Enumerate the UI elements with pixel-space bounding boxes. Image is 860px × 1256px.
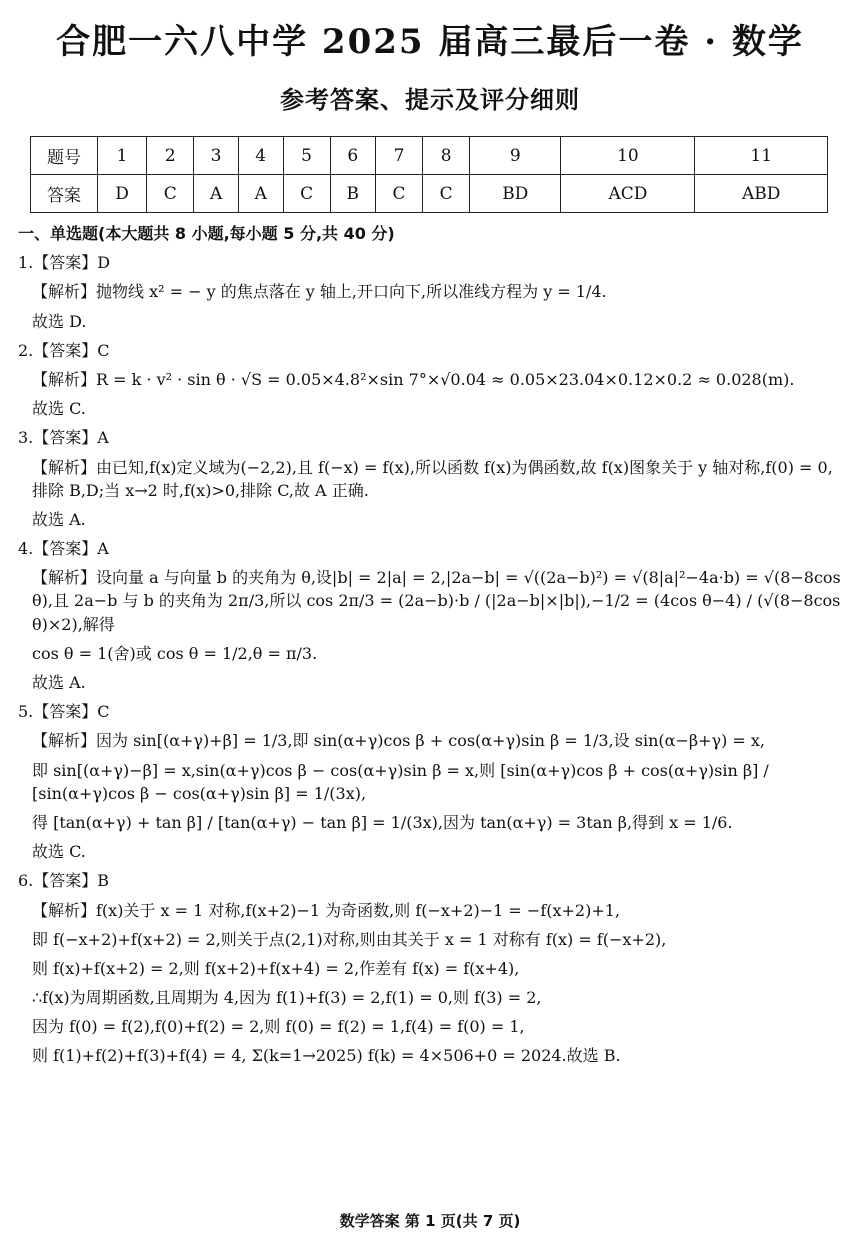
table-cell: 6 bbox=[330, 137, 375, 175]
table-cell: C bbox=[423, 175, 470, 213]
answer-table bbox=[30, 136, 828, 213]
solution-line: 得 [tan(α+γ) + tan β] / [tan(α+γ) − tan β] = 1/(3x),因为 tan(α+γ) = 3tan β,得到 x = 1/6. bbox=[32, 812, 733, 832]
table-cell: C bbox=[375, 175, 422, 213]
table-cell: C bbox=[147, 175, 194, 213]
table-cell: ABD bbox=[695, 175, 828, 213]
solution-line: 故选 A. bbox=[32, 673, 86, 692]
question-head: 4.【答案】A bbox=[18, 539, 109, 559]
table-cell: 8 bbox=[423, 137, 470, 175]
table-cell: D bbox=[98, 175, 147, 213]
table-cell: A bbox=[238, 175, 283, 213]
table-cell: 5 bbox=[283, 137, 330, 175]
solution-line: 故选 C. bbox=[32, 842, 86, 862]
page-subtitle: 参考答案、提示及评分细则 bbox=[280, 85, 580, 114]
solution-line: 【解析】设向量 a 与向量 b 的夹角为 θ,设|b| = 2|a| = 2,|2a−b| = √((2a−b)²) = √(8|a|²−4a·b) = √(8−8cos θ),且 2a−b 与 b 的夹角为 2π/3,所以 cos 2π/3 = (2a−b)·b / (|2a−b|×|b|),−1/2 = (4cos θ−4) / (√(8−8cos θ)×2),解得 bbox=[32, 568, 841, 634]
page-footer: 数学答案 第 1 页(共 7 页) bbox=[339, 1212, 521, 1230]
table-cell: 1 bbox=[98, 137, 147, 175]
solution-line: 【解析】f(x)关于 x = 1 对称,f(x+2)−1 为奇函数,则 f(−x+2)−1 = −f(x+2)+1, bbox=[32, 900, 621, 920]
solution-line: 【解析】R = k · v² · sin θ · √S = 0.05×4.8²×sin 7°×√0.04 ≈ 0.05×23.04×0.12×0.2 ≈ 0.028(m). bbox=[32, 369, 795, 389]
solution-line: 则 f(x)+f(x+2) = 2,则 f(x+2)+f(x+4) = 2,作差有 f(x) = f(x+4), bbox=[32, 958, 520, 978]
solution-line: 则 f(1)+f(2)+f(3)+f(4) = 4, Σ(k=1→2025) f(k) = 4×506+0 = 2024.故选 B. bbox=[32, 1046, 621, 1066]
solution-line: 因为 f(0) = f(2),f(0)+f(2) = 2,则 f(0) = f(2) = 1,f(4) = f(0) = 1, bbox=[32, 1017, 525, 1037]
question-1 bbox=[18, 251, 844, 333]
solution-line: 故选 C. bbox=[32, 399, 86, 419]
table-cell: C bbox=[283, 175, 330, 213]
solution-line: cos θ = 1(舍)或 cos θ = 1/2,θ = π/3. bbox=[32, 643, 318, 663]
table-cell: B bbox=[330, 175, 375, 213]
question-5 bbox=[18, 700, 844, 863]
table-row-numbers bbox=[31, 137, 828, 175]
question-3 bbox=[18, 426, 844, 531]
table-cell: 2 bbox=[147, 137, 194, 175]
row-label-answer: 答案 bbox=[31, 175, 98, 213]
solution-line: 即 sin[(α+γ)−β] = x,sin(α+γ)cos β − cos(α+γ)sin β = x,则 [sin(α+γ)cos β + cos(α+γ)sin β] / [sin(α+γ)cos β − cos(α+γ)sin β] = 1/(3x), bbox=[32, 760, 769, 803]
question-head: 5.【答案】C bbox=[18, 702, 110, 722]
table-cell: 9 bbox=[470, 137, 561, 175]
question-head: 6.【答案】B bbox=[18, 871, 110, 891]
question-head: 1.【答案】D bbox=[18, 253, 111, 273]
table-cell: ACD bbox=[561, 175, 695, 213]
section-heading: 一、单选题(本大题共 8 小题,每小题 5 分,共 40 分) bbox=[18, 224, 395, 243]
table-cell: 10 bbox=[561, 137, 695, 175]
question-2 bbox=[18, 339, 844, 421]
table-cell: 4 bbox=[238, 137, 283, 175]
row-label-number: 题号 bbox=[31, 137, 98, 175]
solutions-body bbox=[18, 222, 844, 1074]
table-row-answers bbox=[31, 175, 828, 213]
solution-line: 即 f(−x+2)+f(x+2) = 2,则关于点(2,1)对称,则由其关于 x = 1 对称有 f(x) = f(−x+2), bbox=[32, 929, 667, 949]
solution-line: 【解析】抛物线 x² = − y 的焦点落在 y 轴上,开口向下,所以准线方程为 y = 1/4. bbox=[32, 282, 607, 302]
question-6 bbox=[18, 869, 844, 1067]
solution-line: 故选 D. bbox=[32, 311, 87, 331]
table-cell: BD bbox=[470, 175, 561, 213]
table-cell: A bbox=[194, 175, 239, 213]
question-4 bbox=[18, 537, 844, 694]
question-head: 2.【答案】C bbox=[18, 340, 110, 360]
table-cell: 7 bbox=[375, 137, 422, 175]
table-cell: 3 bbox=[194, 137, 239, 175]
solution-line: ∴f(x)为周期函数,且周期为 4,因为 f(1)+f(3) = 2,f(1) = 0,则 f(3) = 2, bbox=[32, 988, 542, 1008]
table-cell: 11 bbox=[695, 137, 828, 175]
question-head: 3.【答案】A bbox=[18, 428, 109, 448]
solution-line: 故选 A. bbox=[32, 509, 86, 529]
solution-line: 【解析】因为 sin[(α+γ)+β] = 1/3,即 sin(α+γ)cos β + cos(α+γ)sin β = 1/3,设 sin(α−β+γ) = x, bbox=[32, 731, 765, 751]
solution-line: 【解析】由已知,f(x)定义域为(−2,2),且 f(−x) = f(x),所以函数 f(x)为偶函数,故 f(x)图象关于 y 轴对称,f(0) = 0,排除 B,D;当 x→2 时,f(x)>0,排除 C,故 A 正确. bbox=[32, 457, 833, 500]
page-title: 合肥一六八中学 2025 届高三最后一卷 · 数学 bbox=[56, 22, 804, 62]
